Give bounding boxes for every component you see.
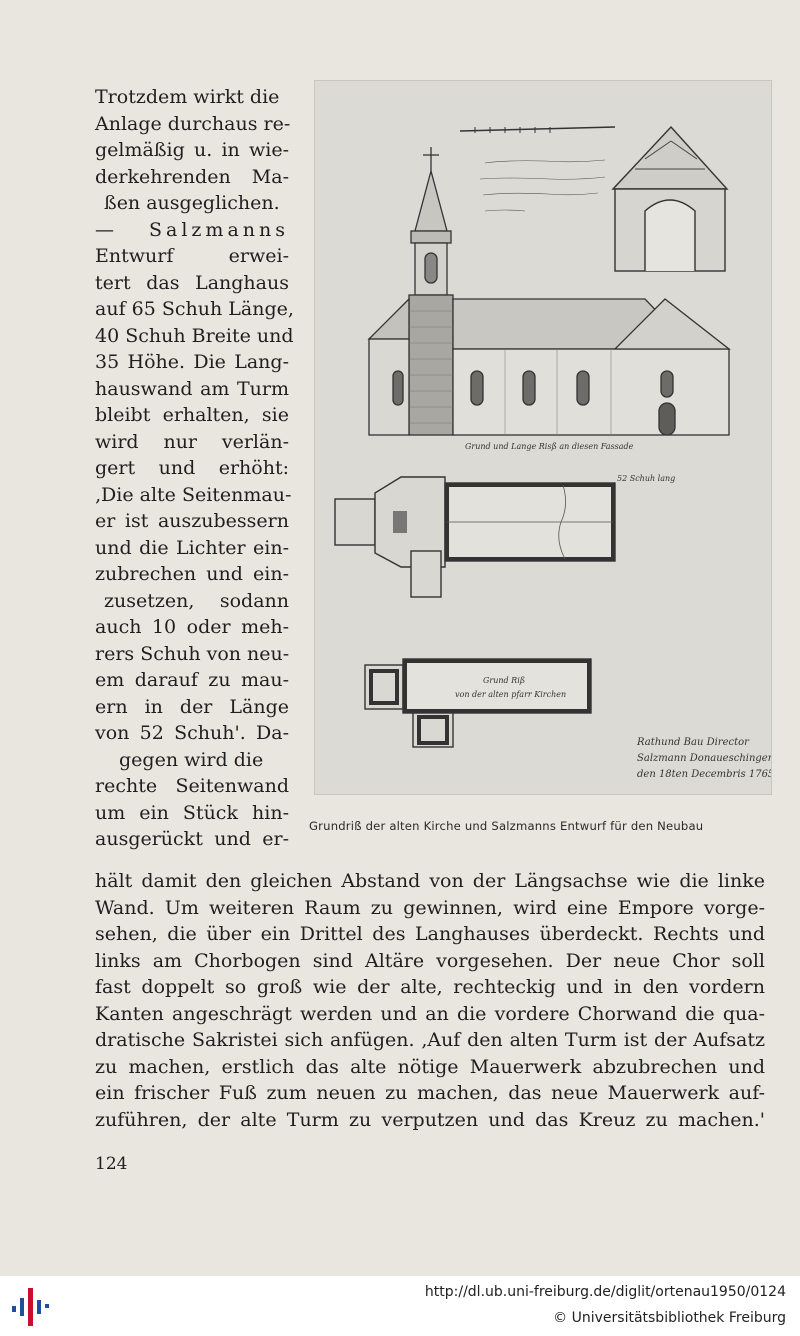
- text-line: er ist auszubessern: [95, 510, 289, 532]
- text-line: sehen, die über ein Drittel des Langhauses überdeckt. Rechts und: [95, 923, 765, 945]
- text-line: gert und erhöht:: [95, 457, 289, 479]
- text-line: um ein Stück hin-: [95, 801, 289, 824]
- text-line: ausgerückt und er-: [95, 828, 289, 850]
- church-drawing-figure: [314, 80, 772, 795]
- copyright-text: © Universitätsbibliothek Freiburg: [553, 1310, 786, 1326]
- text-line: — Salzmanns: [95, 218, 289, 241]
- plan-old-title: Grund Riß: [483, 676, 526, 685]
- text-line: Trotzdem wirkt die: [95, 86, 280, 108]
- text-line: gelmäßig u. in wie-: [95, 139, 289, 161]
- text-line: zuführen, der alte Turm zu verputzen und das Kreuz zu machen.': [95, 1108, 765, 1131]
- footer: [0, 1276, 800, 1336]
- left-column-text: [95, 84, 294, 853]
- text-line: wird nur verlän-: [95, 430, 289, 453]
- text-line: ern in der Länge: [95, 695, 289, 718]
- text-line: tert das Langhaus: [95, 271, 289, 294]
- body-text: [95, 868, 765, 1133]
- text-line: hauswand am Turm: [95, 377, 289, 400]
- text-line: Entwurf erwei-: [95, 245, 289, 267]
- page-number: 124: [95, 1154, 128, 1174]
- text-line: zubrechen und ein-: [95, 563, 289, 585]
- text-line: rechte Seitenwand: [95, 775, 289, 797]
- elevation-label: Grund und Lange Risß an diesen Fassade: [465, 442, 634, 451]
- text-line: em darauf zu mau-: [95, 669, 289, 691]
- text-line: rers Schuh von neu-: [95, 642, 290, 665]
- source-url-link[interactable]: http://dl.ub.uni-freiburg.de/diglit/ortenau1950/0124: [424, 1284, 786, 1300]
- text-line: auf 65 Schuh Länge,: [95, 298, 294, 320]
- signature-line-1: Rathund Bau Director: [637, 737, 749, 748]
- text-line: ßen ausgeglichen.: [104, 192, 280, 214]
- text-line: Kanten angeschrägt werden und an die vordere Chorwand die qua-: [95, 1002, 765, 1025]
- text-line: fast doppelt so groß wie der alte, rechteckig und in den vordern: [95, 976, 765, 998]
- text-line: hält damit den gleichen Abstand von der Längsachse wie die linke: [95, 870, 765, 892]
- text-line: von 52 Schuh'. Da-: [95, 722, 289, 744]
- text-line: ein frischer Fuß zum neuen zu machen, das neue Mauerwerk auf-: [95, 1082, 765, 1104]
- text-line: zu machen, erstlich das alte nötige Mauerwerk abzubrechen und: [95, 1055, 765, 1078]
- text-line: dratische Sakristei sich anfügen. ‚Auf den alten Turm ist der Aufsatz: [95, 1029, 765, 1051]
- text-line: derkehrenden Ma-: [95, 165, 289, 188]
- text-line: 40 Schuh Breite und: [95, 324, 294, 347]
- text-line: auch 10 oder meh-: [95, 616, 289, 638]
- text-line: gegen wird die: [119, 748, 264, 771]
- text-line: Anlage durchaus re-: [95, 112, 291, 135]
- text-line: links am Chorbogen sind Altäre vorgesehen. Der neue Chor soll: [95, 949, 765, 972]
- text-line: zusetzen, sodann: [104, 589, 289, 612]
- plan-new-scale: 52 Schuh lang: [617, 474, 676, 483]
- signature-line-3: den 18ten Decembris 1765.: [637, 769, 771, 780]
- text-line: ‚Die alte Seitenmau-: [95, 483, 292, 506]
- signature-line-2: Salzmann Donaueschingen: [637, 753, 771, 764]
- text-line: Wand. Um weiteren Raum zu gewinnen, wird eine Empore vorge-: [95, 896, 765, 919]
- text-line: 35 Höhe. Die Lang-: [95, 351, 289, 373]
- figure-caption: Grundriß der alten Kirche und Salzmanns Entwurf für den Neubau: [309, 819, 704, 833]
- plan-old-sub: von der alten pfarr Kirchen: [455, 690, 567, 699]
- ub-freiburg-logo-icon: [8, 1284, 52, 1328]
- text-line: und die Lichter ein-: [95, 536, 289, 559]
- text-line: bleibt erhalten, sie: [95, 404, 289, 426]
- church-drawing: [315, 81, 771, 794]
